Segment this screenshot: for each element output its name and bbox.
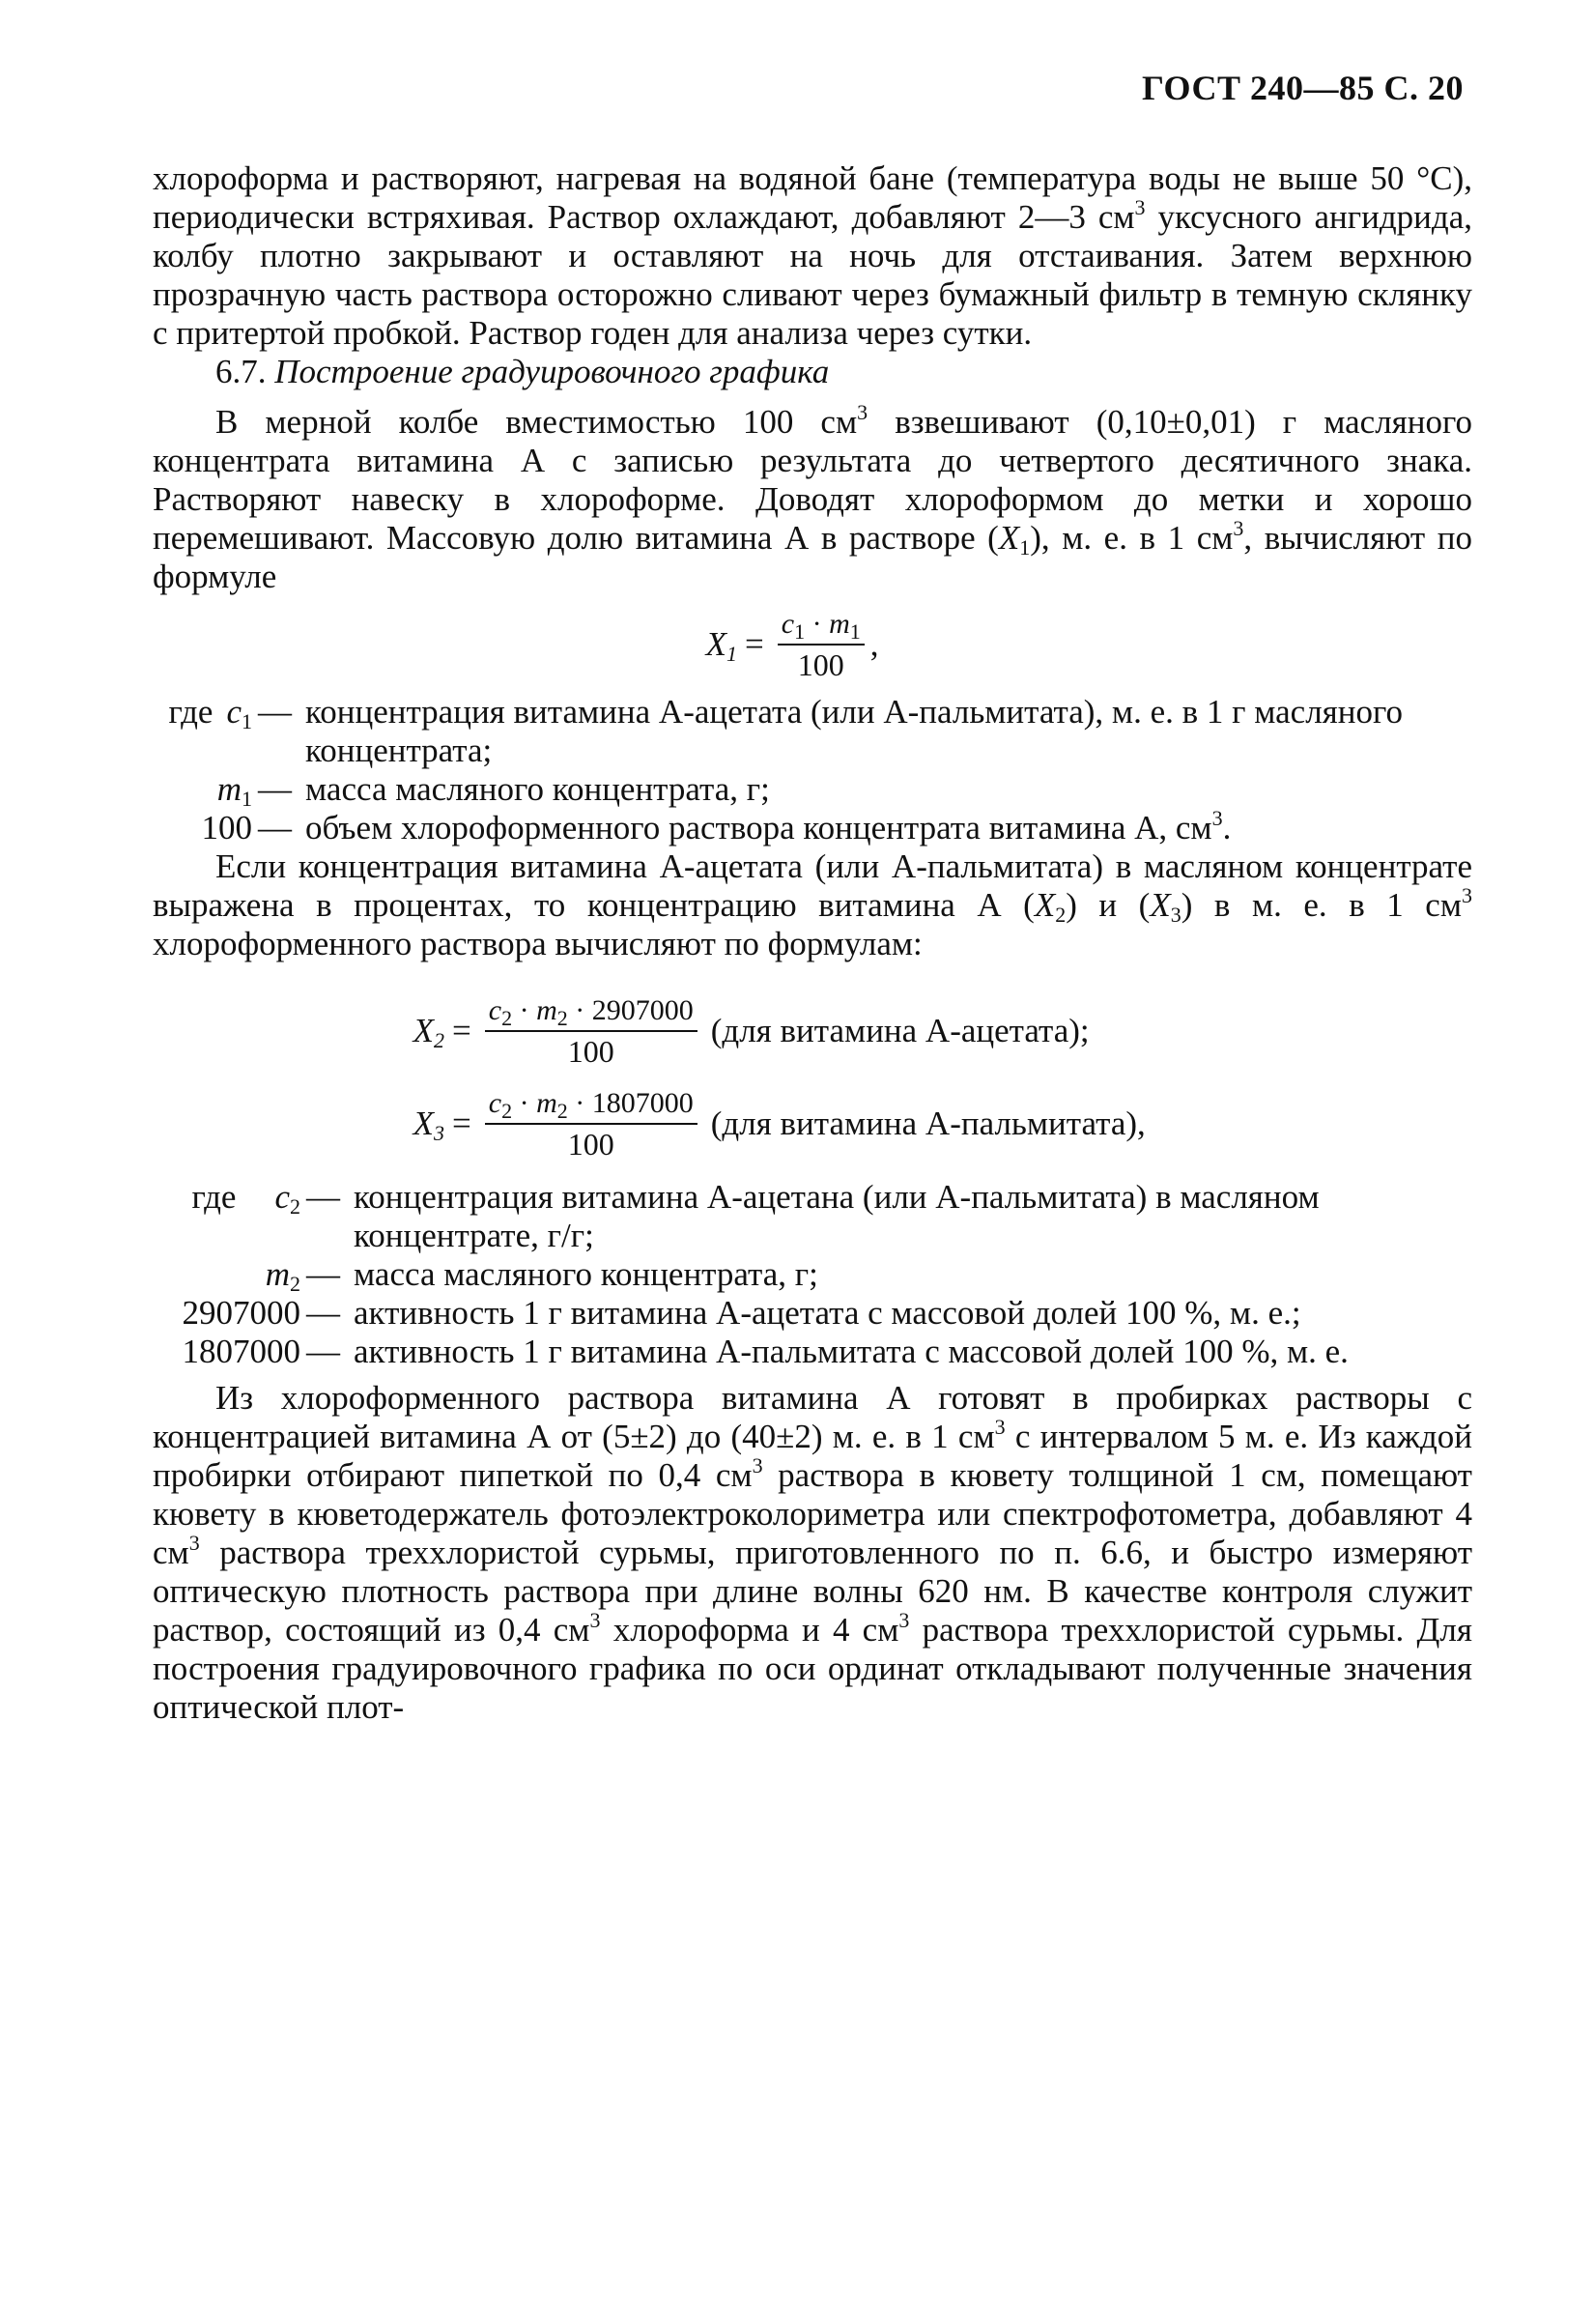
page-header: ГОСТ 240—85 С. 20 [1142,69,1464,107]
paragraph-continuation: хлороформа и растворяют, нагревая на водяной бане (температура воды не выше 50 °С), периодически встряхивая. Раствор охлаждают, добавляют 2—3 $см^3$ уксусного ангидрида, колбу плотно закрывают и оставляют на ночь для отстаивания. Затем верхнюю прозрачную часть раствора осторожно сливают через бумажный фильтр в темную склянку с притертой пробкой. Раствор годен для анализа через сутки. [153,159,1472,352]
document-body [153,159,1472,1727]
section-number: 6.7. [215,353,267,390]
legend-formula-1: где $c_1$ — концентрация витамина А-ацетата (или А-пальмитата), м. е. в 1 г масляного концентрата; $m_1$ — масса масляного концентрата, г; 100 — объем хлороформенного раствора концентрата витамина А, $см^3$. [168,693,1403,846]
formula-x2: $X_2$ = $\frac{c_2 \cdot m_2 \cdot 2907000}{100}$ (для витамина А-ацетата); [413,994,1090,1069]
formula-x1: $X_1$ = $\frac{c_1 \cdot m_1}{100}$ , [705,608,879,682]
fraction: $\frac{c_2 \cdot m_2 \cdot 1807000}{100}$ [485,1086,697,1162]
section-heading [153,353,1472,391]
paragraph-percent-note: Если концентрация витамина А-ацетата (или А-пальмитата) в масляном концентрате выражена в процентах, то концентрацию витамина А $(X_2)$ и $(X_3)$ в м. е. в 1 $см^3$ хлороформенного раствора вычисляют по формулам: [153,847,1472,962]
fraction: $\frac{c_1 \cdot m_1}{100}$ [778,607,865,682]
fraction: $\frac{c_2 \cdot m_2 \cdot 2907000}{100}$ [485,993,697,1069]
paragraph-measurement: Из хлороформенного раствора витамина А готовят в пробирках растворы с концентрацией витамина А от (5±2) до (40±2) м. е. в 1 $см^3$ с интервалом 5 м. е. Из каждой пробирки отбирают пипеткой по 0,4 $см^3$ раствора в кювету толщиной 1 см, помещают кювету в кюветодержатель фотоэлектроколориметра или спектрофотометра, добавляют 4 $см^3$ раствора треххлористой сурьмы, приготовленного по п. 6.6, и быстро измеряют оптическую плотность раствора при длине волны 620 нм. В качестве контроля служит раствор, состоящий из 0,4 $см^3$ хлороформа и 4 $см^3$ раствора треххлористой сурьмы. Для построения градуировочного графика по оси ординат откладывают полученные значения оптической плот- [153,1379,1472,1726]
legend-formula-2-3: где $c_2$ — концентрация витамина А-ацетана (или А-пальмитата) в масляном концентрате, г/г; $m_2$ — масса масляного концентрата, г; 2907000 — активность 1 г витамина А-ацетата с массовой долей 100 %, м. е.; 1807000 — активность 1 г витамина А-пальмитата с массовой долей 100 %, м. е. [182,1178,1349,1370]
formula-x3: $X_3$ = $\frac{c_2 \cdot m_2 \cdot 1807000}{100}$ (для витамина А-пальмитата), [413,1087,1146,1162]
section-title: Построение градуировочного графика [274,353,830,390]
paragraph-calibration-prep: В мерной колбе вместимостью 100 $см^3$ взвешивают (0,10±0,01) г масляного концентрата витамина А с записью результата до четвертого десятичного знака. Растворяют навеску в хлороформе. Доводят хлороформом до метки и хорошо перемешивают. Массовую долю витамина А в растворе $(X_1)$, м. е. в 1 $см^3$, вычисляют по формуле [153,400,1472,595]
